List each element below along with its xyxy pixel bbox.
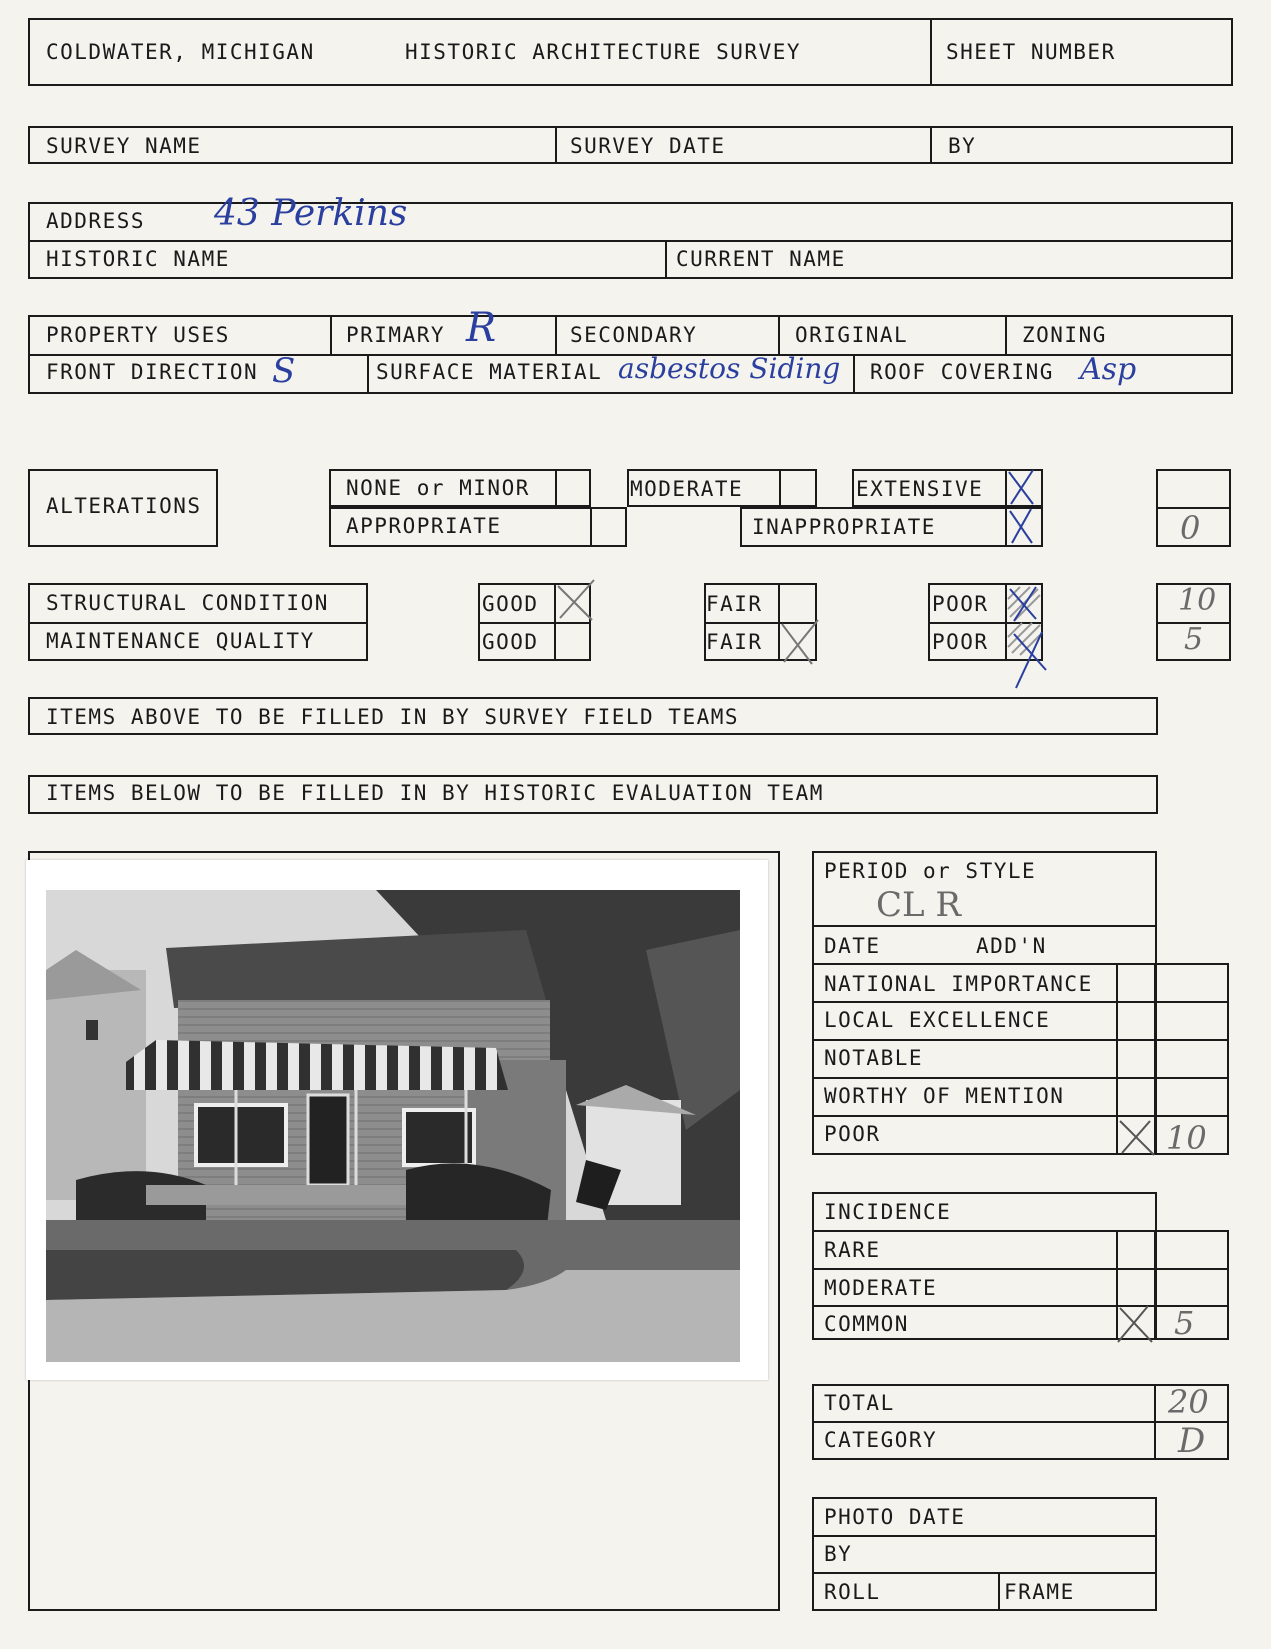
surface-material-label: SURFACE MATERIAL: [376, 360, 603, 384]
photo-info-row-1: [812, 1535, 1157, 1537]
photo-info-div: [998, 1572, 1000, 1611]
property-div-5: [367, 354, 369, 394]
header-title: HISTORIC ARCHITECTURE SURVEY: [405, 40, 802, 64]
period-value: CL R: [876, 885, 961, 925]
check-extensive-icon: [1006, 468, 1036, 506]
good-divider: [478, 622, 591, 624]
maintenance-score: 5: [1184, 622, 1204, 657]
alt-moderate-check-div: [779, 469, 781, 507]
roll-label: ROLL: [824, 1580, 881, 1604]
incidence-common: COMMON: [824, 1312, 909, 1336]
structural-good: GOOD: [482, 592, 539, 616]
alt-none-check-div: [555, 469, 557, 507]
photo-info-row-2: [812, 1572, 1157, 1574]
alt-extensive: EXTENSIVE: [856, 477, 984, 501]
front-direction-value: S: [272, 351, 296, 391]
photo-date-label: PHOTO DATE: [824, 1505, 966, 1529]
maintenance-poor: POOR: [932, 630, 989, 654]
alt-appropriate-check-div: [590, 507, 592, 547]
eval-row-2: [812, 1001, 1229, 1003]
totals-score-div: [1154, 1384, 1156, 1460]
property-div-3: [778, 315, 780, 354]
common-score: 5: [1174, 1304, 1195, 1342]
header-divider: [930, 18, 932, 86]
alterations-score: 0: [1180, 509, 1201, 547]
addn-label: ADD'N: [976, 934, 1047, 958]
note-below: ITEMS BELOW TO BE FILLED IN BY HISTORIC EVALUATION TEAM: [46, 781, 824, 805]
primary-label: PRIMARY: [346, 323, 446, 347]
note-above: ITEMS ABOVE TO BE FILLED IN BY SURVEY FIELD TEAMS: [46, 705, 740, 729]
original-label: ORIGINAL: [795, 323, 909, 347]
period-label: PERIOD or STYLE: [824, 859, 1037, 883]
local-excellence: LOCAL EXCELLENCE: [824, 1008, 1051, 1032]
roof-covering-value: Asp: [1080, 352, 1137, 387]
header-city: COLDWATER, MICHIGAN: [46, 40, 315, 64]
roof-covering-label: ROOF COVERING: [870, 360, 1054, 384]
note-below-bottom: [28, 812, 1158, 814]
check-evaluation-poor-icon: [1116, 1117, 1156, 1157]
total-label: TOTAL: [824, 1391, 895, 1415]
alterations-label: ALTERATIONS: [46, 494, 202, 518]
incidence-moderate: MODERATE: [824, 1276, 938, 1300]
category-value: D: [1178, 1421, 1206, 1461]
structural-condition-label: STRUCTURAL CONDITION: [46, 591, 329, 615]
check-common-icon: [1114, 1304, 1154, 1344]
check-maintenance-poor-icon: [1006, 628, 1052, 690]
eval-row-5: [812, 1115, 1229, 1117]
check-structural-good-icon: [554, 578, 596, 622]
structural-poor: POOR: [932, 592, 989, 616]
maintenance-quality-label: MAINTENANCE QUALITY: [46, 629, 315, 653]
note-below-end: [1156, 775, 1158, 813]
primary-value: R: [466, 305, 497, 351]
survey-by-label: BY: [948, 134, 977, 158]
incidence-rare: RARE: [824, 1238, 881, 1262]
photo-box-top: [28, 851, 780, 853]
surface-material-value: asbestos Siding: [618, 352, 841, 385]
historic-name-label: HISTORIC NAME: [46, 247, 230, 271]
check-maintenance-fair-icon: [778, 618, 820, 666]
check-inappropriate-icon: [1006, 507, 1036, 545]
notable: NOTABLE: [824, 1046, 924, 1070]
date-label: DATE: [824, 934, 881, 958]
photo-by-label: BY: [824, 1542, 853, 1566]
property-div-1: [330, 315, 332, 354]
incidence-row-3: [812, 1305, 1229, 1307]
incidence-label: INCIDENCE: [824, 1200, 952, 1224]
note-below-left: [28, 775, 30, 813]
address-value: 43 Perkins: [214, 193, 408, 234]
incidence-row-2: [812, 1268, 1229, 1270]
current-name-label: CURRENT NAME: [676, 247, 846, 271]
structural-fair: FAIR: [706, 592, 763, 616]
photo-box-right: [778, 851, 780, 1611]
eval-row-3: [812, 1039, 1229, 1041]
national-importance: NATIONAL IMPORTANCE: [824, 972, 1093, 996]
survey-name-label: SURVEY NAME: [46, 134, 202, 158]
zoning-label: ZONING: [1022, 323, 1107, 347]
maintenance-good: GOOD: [482, 630, 539, 654]
address-label: ADDRESS: [46, 209, 146, 233]
total-value: 20: [1168, 1383, 1209, 1421]
structural-score: 10: [1178, 583, 1217, 618]
property-uses-label: PROPERTY USES: [46, 323, 230, 347]
photo-box-bottom: [28, 1609, 780, 1611]
front-direction-label: FRONT DIRECTION: [46, 360, 259, 384]
note-below-top: [28, 775, 1158, 777]
sheet-number-label: SHEET NUMBER: [946, 40, 1116, 64]
evaluation-poor: POOR: [824, 1122, 881, 1146]
survey-divider-1: [555, 126, 557, 164]
frame-label: FRAME: [1004, 1580, 1075, 1604]
eval-row-4: [812, 1077, 1229, 1079]
property-div-6: [853, 354, 855, 394]
evaluation-poor-score: 10: [1166, 1119, 1207, 1157]
names-divider: [665, 240, 667, 279]
totals-divider: [812, 1421, 1229, 1423]
incidence-row-1: [812, 1230, 1116, 1232]
alt-none-minor: NONE or MINOR: [346, 476, 530, 500]
house-photo-image: [46, 890, 740, 1362]
survey-divider-2: [930, 126, 932, 164]
maintenance-fair: FAIR: [706, 630, 763, 654]
incidence-score-div: [1154, 1230, 1156, 1340]
property-div-2: [555, 315, 557, 354]
alt-inappropriate: INAPPROPRIATE: [752, 515, 936, 539]
survey-date-label: SURVEY DATE: [570, 134, 726, 158]
secondary-label: SECONDARY: [570, 323, 698, 347]
note-above-end: [1156, 697, 1158, 735]
category-label: CATEGORY: [824, 1428, 938, 1452]
worthy-of-mention: WORTHY OF MENTION: [824, 1084, 1065, 1108]
condition-label-divider: [28, 622, 368, 624]
house-photograph: [26, 860, 768, 1380]
alt-appropriate: APPROPRIATE: [346, 514, 502, 538]
eval-row-1: [812, 963, 1116, 965]
address-divider: [28, 240, 1233, 242]
alt-moderate: MODERATE: [630, 477, 744, 501]
property-div-4: [1005, 315, 1007, 354]
